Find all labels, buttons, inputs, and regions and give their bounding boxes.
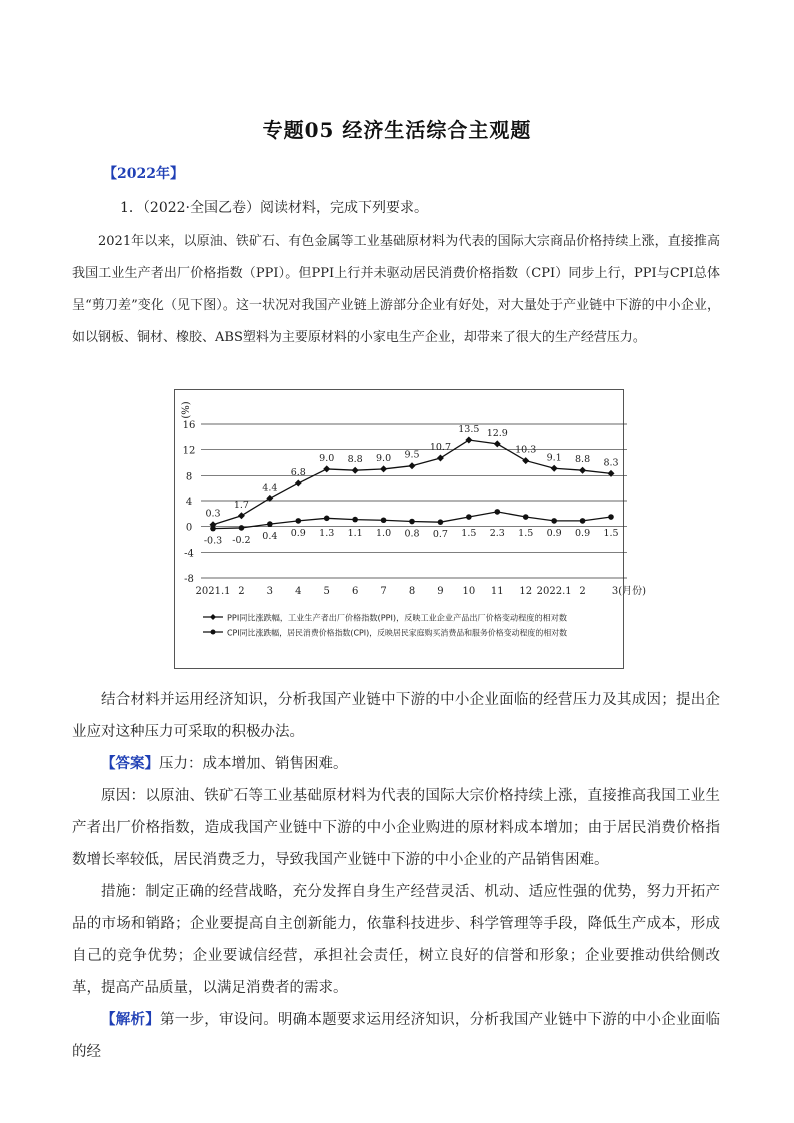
y-tick-label: 16 <box>182 420 196 431</box>
x-tick-label: 7 <box>380 586 387 597</box>
x-tick-label: 3(月份) <box>611 586 647 597</box>
material-paragraph: 2021年以来，以原油、铁矿石、有色金属等工业基础原材料为代表的国际大宗商品价格持续上涨，直接推高我国工业生产者出厂价格指数（PPI）。但PPI上行并未驱动居民消费价格指数（CPI）同步上行，PPI与CPI总体呈“剪刀差”变化（见下图）。这一状况对我国产业链上游部分企业有好处，对大量处于产业链中下游的中小企业，如以钢板、铜材、橡胶、ABS塑料为主要原材料的小家电生产企业，却带来了很大的生产经营压力。 <box>72 234 720 345</box>
data-label: 4.4 <box>262 482 278 494</box>
cpi-point <box>466 514 472 520</box>
ppi-point <box>465 437 472 444</box>
data-label: 13.5 <box>458 424 480 436</box>
y-tick-label: -4 <box>184 548 194 560</box>
data-label: 2.3 <box>489 528 505 539</box>
x-tick-label: 3 <box>266 586 274 597</box>
ppi-point <box>551 465 558 472</box>
cpi-point <box>324 516 330 522</box>
data-label: 8.8 <box>575 454 591 466</box>
ppi-point <box>608 470 615 477</box>
data-label: -0.2 <box>232 534 251 546</box>
ppi-point <box>522 457 529 464</box>
answer-line <box>72 748 720 780</box>
data-label: 1.0 <box>376 528 392 539</box>
page-title: 专题05 经济生活综合主观题 <box>262 118 532 142</box>
ppi-point <box>494 440 501 447</box>
cpi-point <box>551 518 557 524</box>
question-text: 结合材料并运用经济知识，分析我国产业链中下游的中小企业面临的经营压力及其成因；提出企业应对这种压力可采取的积极办法。 <box>72 692 720 740</box>
data-label: 6.8 <box>290 467 306 479</box>
data-label: 0.7 <box>432 529 448 541</box>
x-tick-label: 8 <box>408 586 416 597</box>
x-tick-label: 9 <box>437 586 444 597</box>
ppi-point <box>579 467 586 474</box>
ppi-point <box>409 462 416 469</box>
x-tick-label: 2 <box>238 586 245 597</box>
data-label: 10.3 <box>515 444 537 456</box>
year-tag: 【2022年】 <box>103 166 184 182</box>
cpi-point <box>608 514 614 520</box>
answer-label: 【答案】 <box>101 756 159 772</box>
ppi-point <box>437 455 444 462</box>
ppi-point <box>295 480 302 487</box>
x-tick-label: 12 <box>519 586 533 597</box>
y-tick-label: 0 <box>185 522 193 534</box>
data-label: 0.9 <box>546 528 562 539</box>
ppi-point <box>380 465 387 472</box>
cpi-point <box>523 514 529 520</box>
data-label: -0.3 <box>203 535 223 547</box>
analysis-line <box>72 1004 720 1068</box>
cpi-point <box>352 517 358 523</box>
legend-text: CPI同比涨跌幅，居民消费价格指数(CPI)，反映居民家庭购买消费品和服务价格变动程度的相对数 <box>227 628 571 638</box>
data-label: 1.5 <box>461 528 477 539</box>
analysis-label: 【解析】 <box>101 1012 160 1028</box>
x-tick-label: 4 <box>295 586 302 597</box>
data-label: 1.5 <box>603 528 619 539</box>
x-tick-label: 10 <box>462 586 476 597</box>
cpi-point <box>210 526 216 532</box>
data-label: 0.3 <box>205 508 221 520</box>
data-label: 1.1 <box>347 528 363 539</box>
data-label: 1.7 <box>233 499 249 511</box>
y-tick-label: 4 <box>185 497 193 508</box>
data-label: 1.3 <box>319 528 335 539</box>
answer-text: 压力：成本增加、销售困难。 <box>159 756 348 772</box>
question-number-line: 1．（2022·全国乙卷）阅读材料，完成下列要求。 <box>120 200 428 216</box>
data-label: 8.3 <box>603 457 619 469</box>
y-axis-label: (%) <box>181 401 192 419</box>
cpi-point <box>438 519 444 525</box>
data-label: 0.8 <box>404 528 420 540</box>
data-label: 10.7 <box>429 442 452 454</box>
ppi-point <box>352 467 359 474</box>
x-tick-label: 2022.1 <box>536 586 572 597</box>
data-label: 12.9 <box>486 427 508 439</box>
x-tick-label: 11 <box>490 586 504 597</box>
data-label: 9.5 <box>404 449 420 461</box>
data-label: 0.9 <box>290 528 306 539</box>
answer-measures: 措施：制定正确的经营战略，充分发挥自身生产经营灵活、机动、适应性强的优势，努力开拓产品的市场和销路；企业要提高自主创新能力，依靠科技进步、科学管理等手段，降低生产成本，形成自己的竞争优势；企业要诚信经营，承担社会责任，树立良好的信誉和形象；企业要推动供给侧改革，提高产品质量，以满足消费者的需求。 <box>72 884 720 996</box>
cpi-point <box>580 518 586 524</box>
chart-svg <box>175 390 647 668</box>
x-tick-label: 6 <box>351 586 359 597</box>
data-label: 8.8 <box>347 454 363 466</box>
x-tick-label: 2021.1 <box>195 586 231 597</box>
data-label: 9.0 <box>319 452 335 464</box>
data-label: 0.4 <box>262 531 278 543</box>
cpi-point <box>295 518 301 524</box>
analysis-text: 第一步，审设问。明确本题要求运用经济知识，分析我国产业链中下游的中小企业面临的经 <box>72 1012 721 1060</box>
cpi-point <box>239 525 245 531</box>
y-tick-label: 8 <box>185 471 193 483</box>
legend-text: PPI同比涨跌幅，工业生产者出厂价格指数(PPI)，反映工业企业产品出厂价格变动程度的相对数 <box>227 613 562 623</box>
x-tick-label: 2 <box>579 586 586 597</box>
legend-marker <box>211 630 216 635</box>
cpi-point <box>409 519 415 525</box>
y-tick-label: 12 <box>182 445 196 457</box>
data-label: 9.0 <box>376 452 392 464</box>
legend-marker <box>210 614 216 620</box>
ppi-point <box>323 465 330 472</box>
y-tick-label: -8 <box>184 574 194 585</box>
cpi-point <box>267 521 273 527</box>
data-label: 9.1 <box>546 452 562 464</box>
cpi-point <box>494 509 500 515</box>
ppi-cpi-chart <box>174 389 647 669</box>
answer-cause: 原因：以原油、铁矿石等工业基础原材料为代表的国际大宗价格持续上涨，直接推高我国工业生产者出厂价格指数，造成我国产业链中下游的中小企业购进的原材料成本增加；由于居民消费价格指数增长率较低，居民消费乏力，导致我国产业链中下游的中小企业的产品销售困难。 <box>72 788 720 868</box>
data-label: 1.5 <box>518 528 534 539</box>
cpi-point <box>381 517 387 523</box>
data-label: 0.9 <box>575 528 591 539</box>
ppi-point <box>238 512 245 519</box>
x-tick-label: 5 <box>323 586 330 597</box>
